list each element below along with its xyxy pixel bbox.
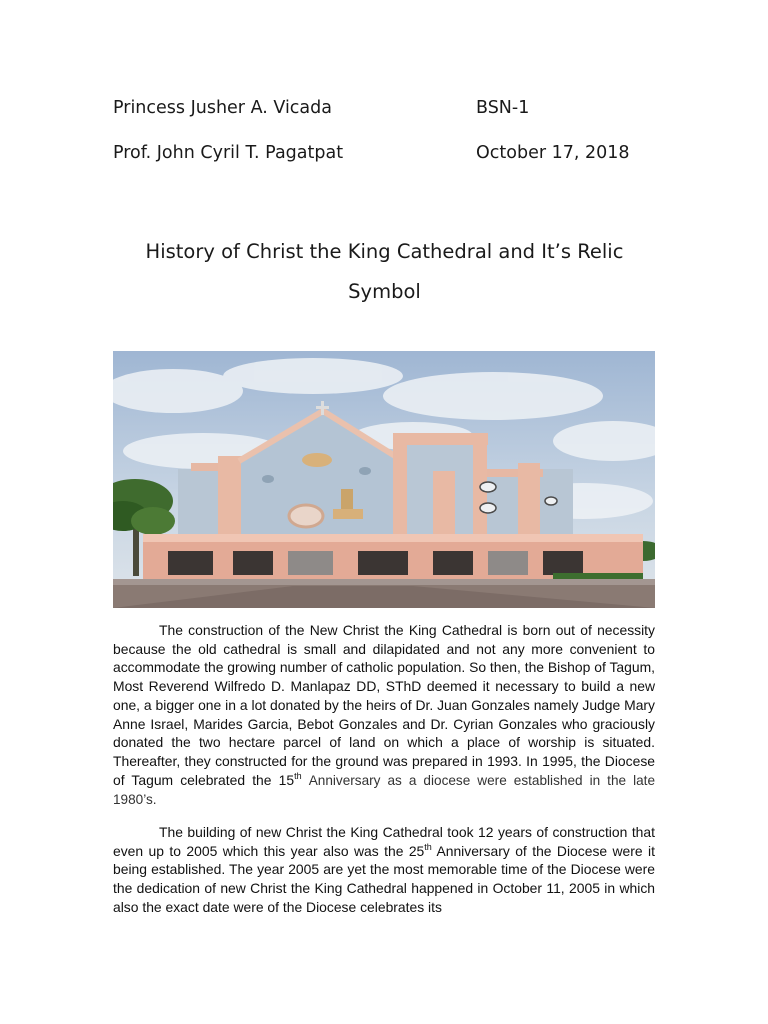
course: BSN-1 xyxy=(476,98,530,118)
paragraph-2-end: Anniversary of the Diocese were it being established. The year 2005 are yet the most memorable time of the Diocese were the dedication of new Christ the King Cathedral happened in October 11, 2005 in which also the exact date were of the Diocese celebrates its xyxy=(113,842,655,915)
title-line-2: Symbol xyxy=(348,280,421,303)
title-line-1: History of Christ the King Cathedral and It’s Relic xyxy=(145,240,624,263)
paragraph-2 xyxy=(113,823,655,917)
professor-name: Prof. John Cyril T. Pagatpat xyxy=(113,143,344,163)
student-name: Princess Jusher A. Vicada xyxy=(113,98,332,118)
paragraph-2-text: The building of new Christ the King Cathedral took 12 years of construction that even up to 2005 which this year also was the 25 xyxy=(113,824,655,859)
paragraph-1 xyxy=(113,621,655,810)
ordinal-suffix: th xyxy=(294,770,302,781)
paragraph-1-end: Anniversary as a diocese were established in the late 1980’s. xyxy=(113,772,656,808)
paragraph-1-text: The construction of the New Christ the King Cathedral is born out of necessity because the old cathedral is small and dilapidated and not any more convenient to accommodate the growing number of catholic population. So then, the Bishop of Tagum, Most Reverend Wilfredo D. Manlapaz DD, SThD deemed it necessary to build a new one, a bigger one in a lot donated by the heirs of Dr. Juan Gonzales namely Judge Mary Anne Israel, Marides Garcia, Bebot Gonzales and Dr. Cyrian Gonzales who graciously donated the two hectare parcel of land on which a place of worship is situated. Thereafter, they constructed for the ground was prepared in 1993. In 1995, the Diocese of Tagum celebrated the 15 xyxy=(113,622,655,788)
cathedral-photo xyxy=(113,351,655,608)
document-date: October 17, 2018 xyxy=(476,143,630,163)
ordinal-suffix: th xyxy=(424,841,432,852)
document-title xyxy=(113,232,656,312)
